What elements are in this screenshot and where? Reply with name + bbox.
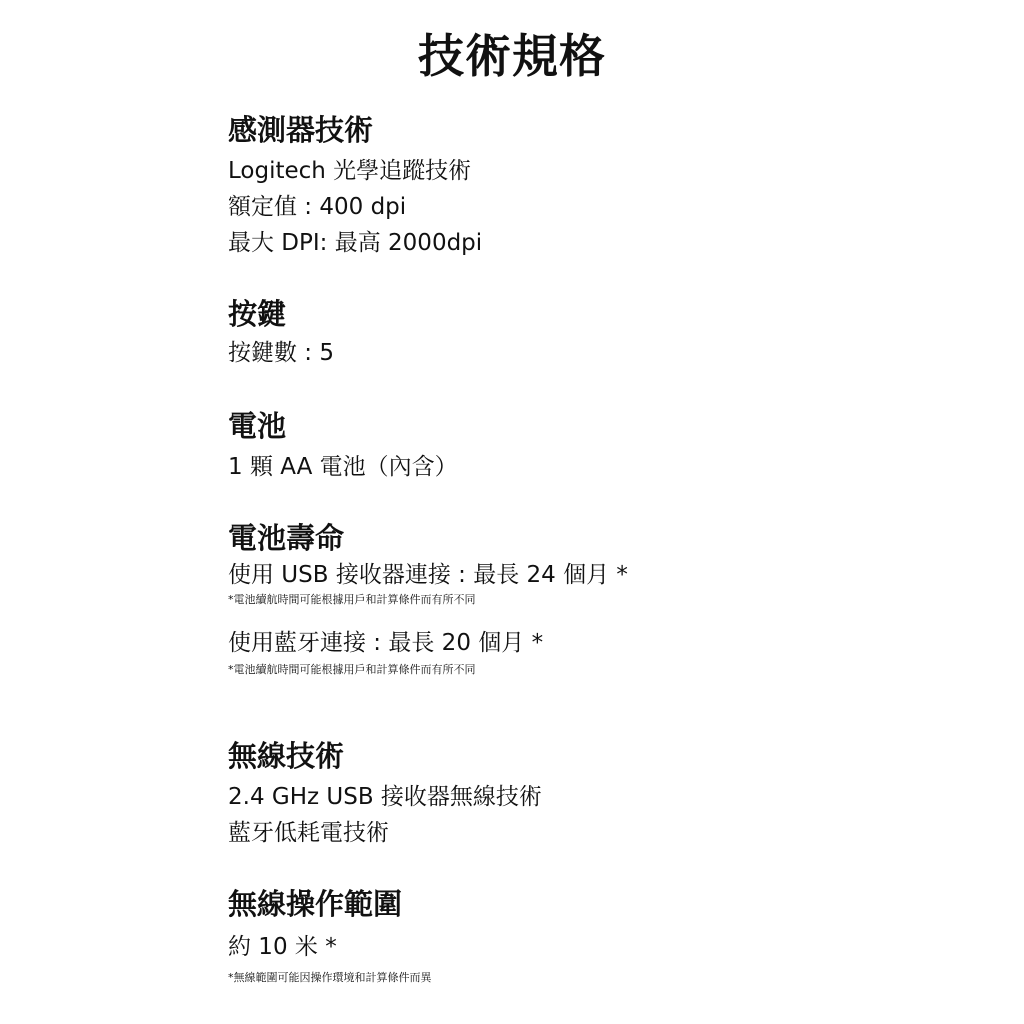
sensor-tech-line: Logitech 光學追蹤技術 [228,158,472,184]
section-heading-wireless-tech: 無線技術 [228,739,345,773]
battery-life-usb-line: 使用 USB 接收器連接 : 最長 24 個月 * [228,562,628,588]
wireless-bluetooth-line: 藍牙低耗電技術 [228,820,389,846]
wireless-range-line: 約 10 米 * [228,934,337,960]
sensor-rated-dpi-line: 額定值 : 400 dpi [228,194,407,220]
button-count-line: 按鍵數 : 5 [228,340,335,366]
section-heading-battery: 電池 [228,409,287,443]
section-heading-battery-life: 電池壽命 [228,521,345,555]
battery-life-usb-note: *電池續航時間可能根據用戶和計算條件而有所不同 [228,593,476,606]
wireless-usb-line: 2.4 GHz USB 接收器無線技術 [228,784,542,810]
section-heading-sensor: 感測器技術 [228,113,374,147]
section-heading-wireless-range: 無線操作範圍 [228,887,403,921]
sensor-max-dpi-line: 最大 DPI: 最高 2000dpi [228,230,483,256]
battery-life-bluetooth-note: *電池續航時間可能根據用戶和計算條件而有所不同 [228,663,476,676]
section-heading-buttons: 按鍵 [228,297,287,331]
wireless-range-note: *無線範圍可能因操作環境和計算條件而異 [228,971,432,984]
page-title: 技術規格 [418,29,606,83]
battery-life-bluetooth-line: 使用藍牙連接 : 最長 20 個月 * [228,630,544,656]
battery-type-line: 1 顆 AA 電池（內含） [228,454,458,480]
